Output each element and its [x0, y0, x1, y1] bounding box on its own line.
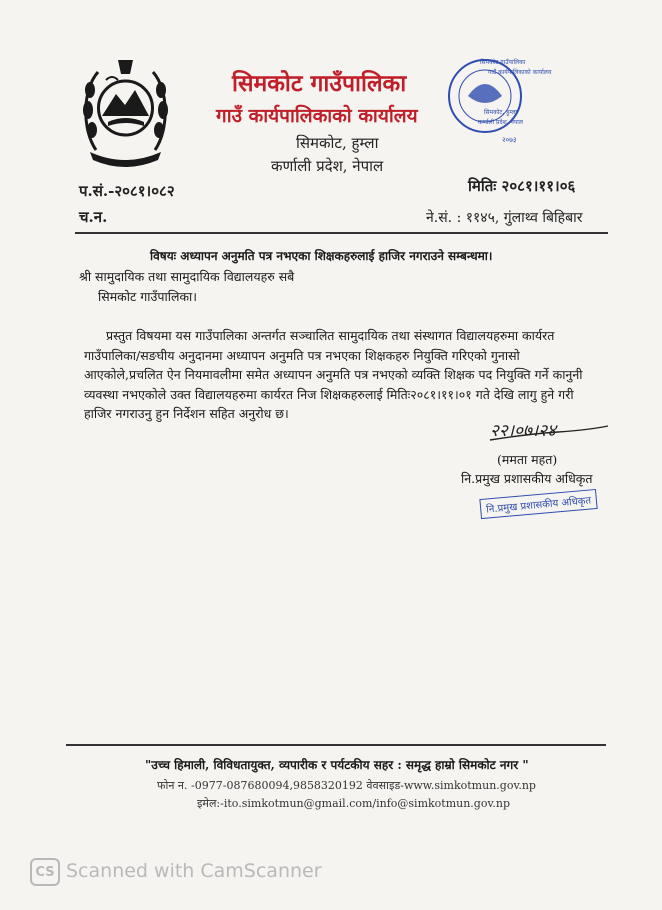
- letter-body: [84, 326, 599, 424]
- seal-line-2: गाउँ कार्यपालिकाको कार्यालय: [488, 69, 552, 76]
- seal-line-4: कर्णाली प्रदेश, नेपाल: [478, 119, 523, 126]
- nepal-sambat-date: ने.सं. : ११४५, गुंलाथ्व बिहिबार: [426, 210, 583, 226]
- header-divider: [75, 232, 608, 234]
- signatory-name: (ममता महत): [497, 452, 558, 467]
- camscanner-logo-text: CS: [35, 864, 55, 880]
- letter-subject: विषयः अध्यापन अनुमति पत्र नभएका शिक्षकहरुलाई हाजिर नगराउने सम्बन्धमा।: [150, 249, 493, 263]
- footer-email: इमेल:-ito.simkotmun@gmail.com/info@simkotmun.gov.np: [197, 797, 510, 810]
- footer-phone-website: फोन न. -0977-087680094,9858320192 वेवसाइड-www.simkotmun.gov.np: [157, 779, 536, 792]
- signatory-title: नि.प्रमुख प्रशासकीय अधिकृत: [461, 471, 593, 486]
- signature-stroke-icon: [488, 420, 610, 446]
- dispatch-number: च.न.: [79, 208, 108, 226]
- letter-date: मितिः २०८१।११।०६: [468, 177, 576, 195]
- designation-stamp: नि.प्रमुख प्रशासकीय अधिकृत: [479, 489, 598, 519]
- office-seal: [444, 50, 552, 150]
- body-line: गाउँपालिका/सङघीय अनुदानमा अध्यापन अनुमति पत्र नभएका शिक्षकहरु नियुक्ति गरिएको गुनासो: [84, 347, 520, 363]
- footer-slogan: "उच्च हिमाली, विविधतायुक्त, व्यपारीक र पर्यटकीय सहर : समृद्ध हाम्रो सिमकोट नगर ": [145, 758, 529, 772]
- body-line: व्यवस्था नभएकोले उक्त विद्यालयहरुमा कार्यरत निज शिक्षकहरुलाई मितिः२०८१।११।०१ गते देखि लागु हुने गरी: [84, 386, 574, 402]
- footer-divider: [66, 744, 606, 746]
- seal-year: २०७३: [502, 136, 517, 144]
- seal-line-1: सिमकोट गाउँपालिका: [480, 59, 526, 66]
- nepal-emblem-icon: [78, 50, 173, 168]
- body-line: आएकोले,प्रचलित ऐन नियमावलीमा समेत अध्यापन अनुमति पत्र नभएको व्यक्ति शिक्षक पद नियुक्ति गर्ने कानुनी: [84, 367, 583, 382]
- recipient-line-2: सिमकोट गाउँपालिका।: [98, 289, 198, 304]
- address-line-2: कर्णाली प्रदेश, नेपाल: [271, 157, 384, 175]
- recipient-line-1: श्री सामुदायिक तथा सामुदायिक विद्यालयहरु सबै: [79, 269, 295, 284]
- reference-number: प.सं.-२०८१।०८२: [79, 182, 175, 200]
- body-line: हाजिर नगराउनु हुन निर्देशन सहित अनुरोध छ।: [84, 406, 289, 421]
- seal-line-3: सिमकोट, हुम्ला: [484, 109, 517, 116]
- handwritten-signature: २२।०७।२४: [490, 421, 556, 441]
- scanner-watermark: Scanned with CamScanner: [66, 860, 322, 882]
- municipality-name: सिमकोट गाउँपालिका: [232, 70, 407, 97]
- body-line: प्रस्तुत विषयमा यस गाउँपालिका अन्तर्गत सञ्चालित सामुदायिक तथा संस्थागत विद्यालयहरुमा कार्यरत: [106, 328, 555, 343]
- camscanner-logo-icon: [30, 858, 60, 886]
- office-name: गाउँ कार्यपालिकाको कार्यालय: [216, 105, 418, 127]
- address-line-1: सिमकोट, हुम्ला: [296, 134, 379, 152]
